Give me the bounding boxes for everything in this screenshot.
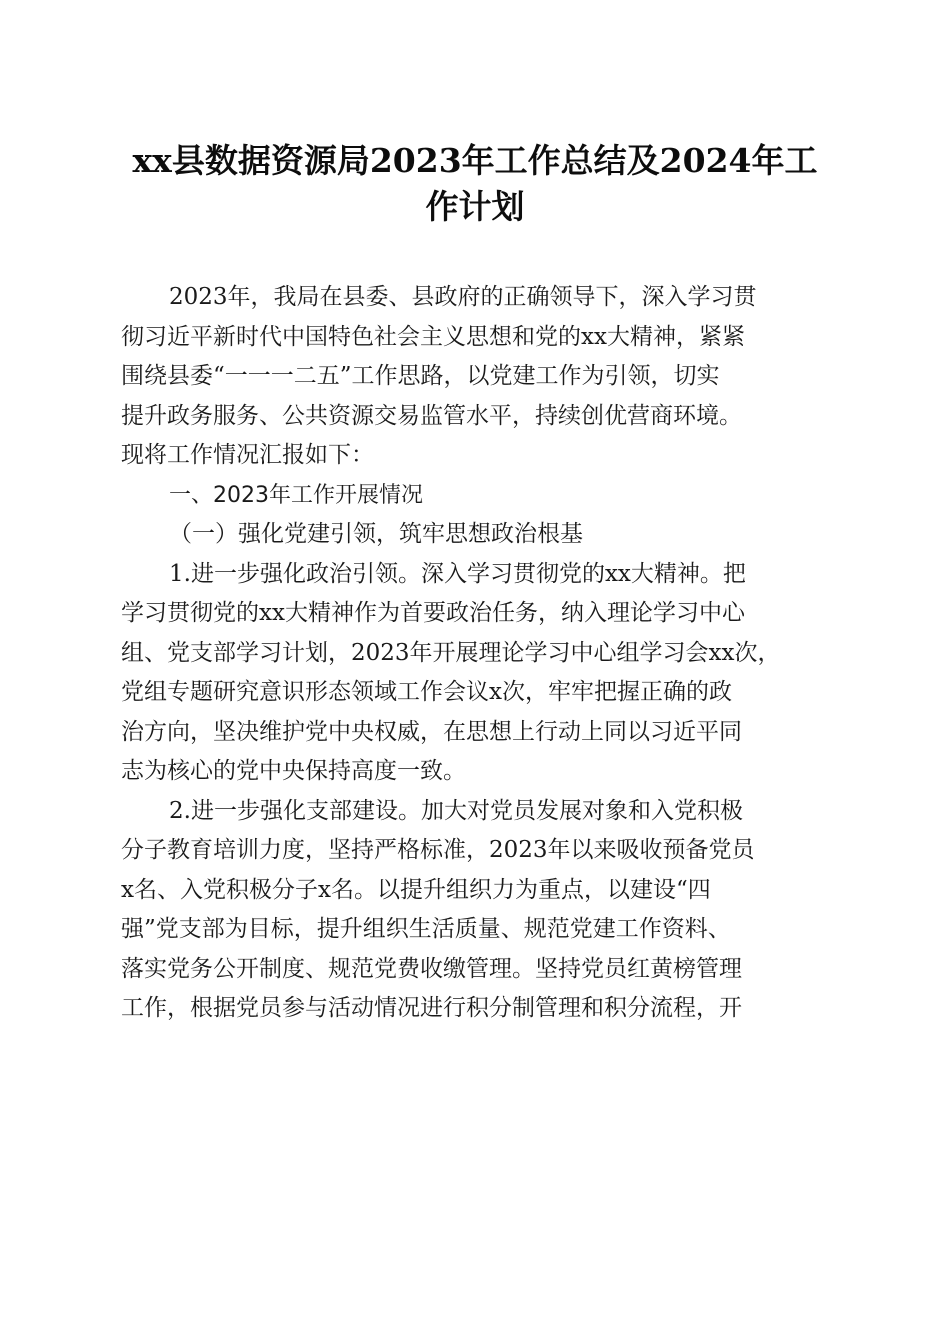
subsection-heading: （一）强化党建引领，筑牢思想政治根基 [169,521,583,547]
paragraph-line: 2023年，我局在县委、县政府的正确领导下，深入学习贯 [169,284,757,310]
paragraph-line: 落实党务公开制度、规范党费收缴管理。坚持党员红黄榜管理 [121,955,742,982]
item-2-paragraph [121,792,833,1029]
document-body [121,278,833,1029]
title-line-1: xx县数据资源局2023年工作总结及2024年工 [132,141,818,180]
section-heading: 一、2023年工作开展情况 [169,482,423,508]
paragraph-line: 强”党支部为目标，提升组织生活质量、规范党建工作资料、 [121,916,731,942]
paragraph-line: x名、入党积极分子x名。以提升组织力为重点，以建设“四 [121,876,711,903]
paragraph-line: 学习贯彻党的xx大精神作为首要政治任务，纳入理论学习中心 [121,600,745,626]
paragraph-line: 组、党支部学习计划，2023年开展理论学习中心组学习会xx次， [121,639,781,666]
paragraph-line: 现将工作情况汇报如下： [121,442,374,468]
paragraph-line: 彻习近平新时代中国特色社会主义思想和党的xx大精神，紧紧 [121,323,745,350]
paragraph-line: 治方向，坚决维护党中央权威，在思想上行动上同以习近平同 [121,718,742,745]
title-line-2: 作计划 [425,187,525,226]
paragraph-line: 分子教育培训力度，坚持严格标准，2023年以来吸收预备党员 [121,837,755,863]
paragraph-line: 志为核心的党中央保持高度一致。 [121,758,466,784]
paragraph-line: 2.进一步强化支部建设。加大对党员发展对象和入党积极 [169,797,743,824]
item-1-paragraph [121,555,833,792]
document-title [110,138,840,230]
intro-paragraph [121,278,833,476]
paragraph-line: 围绕县委“一一一二五”工作思路，以党建工作为引领，切实 [121,363,720,389]
paragraph-line: 党组专题研究意识形态领域工作会议x次，牢牢把握正确的政 [121,679,732,705]
paragraph-line: 1.进一步强化政治引领。深入学习贯彻党的xx大精神。把 [169,560,746,587]
paragraph-line: 工作，根据党员参与活动情况进行积分制管理和积分流程，开 [121,995,742,1021]
paragraph-line: 提升政务服务、公共资源交易监管水平，持续创优营商环境。 [121,402,742,429]
